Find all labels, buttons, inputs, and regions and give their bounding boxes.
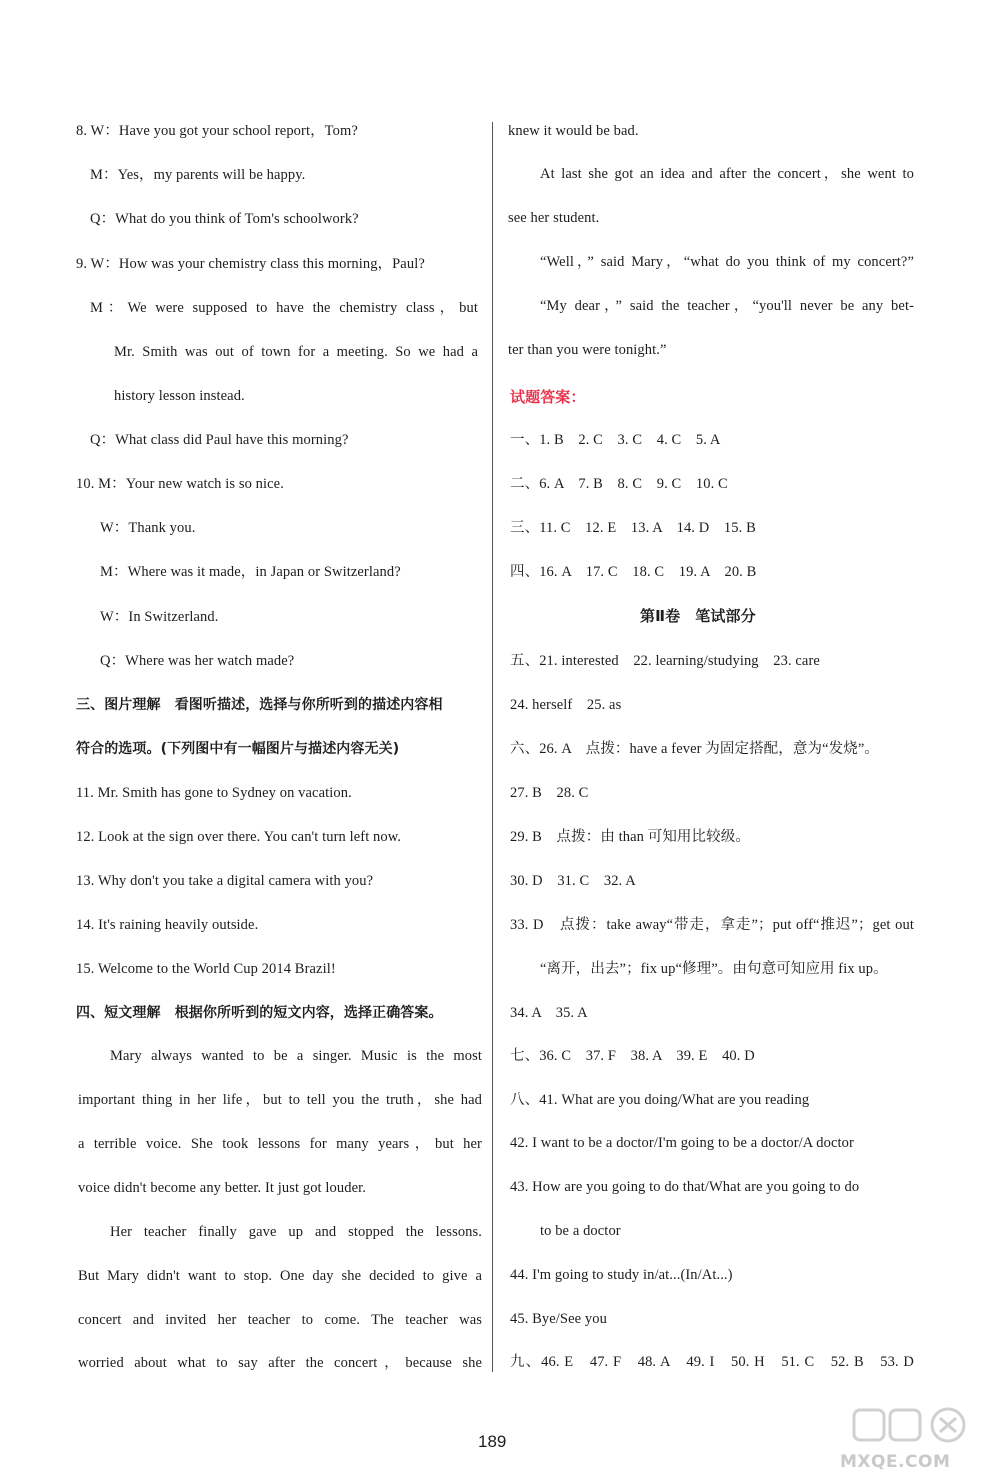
left-line-1: 8. W：Have you got your school report，Tom? <box>76 123 358 139</box>
left-line-29: worried about what to say after the concert，because she <box>78 1355 482 1371</box>
right-line-2: At last she got an idea and after the concert，she went to <box>540 166 914 182</box>
right-line-5: “My dear，” said the teacher，“you'll never be any bet- <box>540 298 914 314</box>
left-line-3: Q：What do you think of Tom's schoolwork? <box>90 211 359 227</box>
right-line-13: 五、21. interested 22. learning/studying 23. care <box>510 653 820 669</box>
right-line-3: see her student. <box>508 210 600 226</box>
right-line-12: 第Ⅱ卷 笔试部分 <box>640 607 756 625</box>
right-line-10: 三、11. C 12. E 13. A 14. D 15. B <box>510 520 756 536</box>
left-line-16: 11. Mr. Smith has gone to Sydney on vacation. <box>76 785 352 801</box>
right-line-15: 六、26. A 点拨：have a fever 为固定搭配，意为“发烧”。 <box>510 741 879 757</box>
left-line-8: Q：What class did Paul have this morning? <box>90 432 349 448</box>
right-line-24: 42. I want to be a doctor/I'm going to be a doctor/A doctor <box>510 1135 854 1151</box>
left-line-15: 符合的选项。(下列图中有一幅图片与描述内容无关) <box>76 741 400 757</box>
right-line-8: 一、1. B 2. C 3. C 4. C 5. A <box>510 432 721 448</box>
right-line-16: 27. B 28. C <box>510 785 589 801</box>
left-line-13: Q：Where was her watch made? <box>100 653 295 669</box>
left-line-4: 9. W：How was your chemistry class this morning，Paul? <box>76 256 425 272</box>
right-line-25: 43. How are you going to do that/What are you going to do <box>510 1179 860 1195</box>
right-line-9: 二、6. A 7. B 8. C 9. C 10. C <box>510 476 728 492</box>
right-line-23: 八、41. What are you doing/What are you reading <box>510 1092 810 1108</box>
right-line-11: 四、16. A 17. C 18. C 19. A 20. B <box>510 564 757 580</box>
right-line-26: to be a doctor <box>540 1223 621 1239</box>
left-line-28: concert and invited her teacher to come. The teacher was <box>78 1312 482 1328</box>
left-line-27: But Mary didn't want to stop. One day she decided to give a <box>78 1268 482 1284</box>
watermark <box>840 1404 990 1474</box>
left-line-25: voice didn't become any better. It just got louder. <box>78 1180 366 1196</box>
right-line-29: 九、46. E 47. F 48. A 49. I 50. H 51. C 52. B 53. D <box>510 1354 914 1370</box>
left-line-26: Her teacher finally gave up and stopped the lessons. <box>110 1224 482 1240</box>
left-line-2: M：Yes，my parents will be happy. <box>90 167 306 183</box>
watermark-logo-icon <box>850 1404 980 1448</box>
left-line-20: 15. Welcome to the World Cup 2014 Brazil! <box>76 961 336 977</box>
right-line-27: 44. I'm going to study in/at...(In/At...) <box>510 1267 733 1283</box>
left-line-10: W：Thank you. <box>100 520 196 536</box>
right-line-7: 试题答案： <box>510 388 586 406</box>
right-line-6: ter than you were tonight.” <box>508 342 667 358</box>
left-line-6: Mr. Smith was out of town for a meeting. So we had a <box>114 344 478 360</box>
right-line-22: 七、36. C 37. F 38. A 39. E 40. D <box>510 1048 755 1064</box>
column-divider <box>492 122 493 1372</box>
left-line-7: history lesson instead. <box>114 388 245 404</box>
left-line-18: 13. Why don't you take a digital camera with you? <box>76 873 374 889</box>
left-line-19: 14. It's raining heavily outside. <box>76 917 259 933</box>
watermark-url: MXQE.COM <box>840 1452 951 1472</box>
right-line-21: 34. A 35. A <box>510 1005 588 1021</box>
right-line-4: “Well，” said Mary，“what do you think of my concert?” <box>540 254 914 270</box>
left-line-24: a terrible voice. She took lessons for many years，but her <box>78 1136 482 1152</box>
right-line-20: “离开，出去”；fix up“修理”。由句意可知应用 fix up。 <box>540 961 888 977</box>
right-line-18: 30. D 31. C 32. A <box>510 873 636 889</box>
left-line-23: important thing in her life，but to tell you the truth，she had <box>78 1092 482 1108</box>
right-line-1: knew it would be bad. <box>508 123 639 139</box>
right-line-28: 45. Bye/See you <box>510 1311 607 1327</box>
left-line-22: Mary always wanted to be a singer. Music is the most <box>110 1048 482 1064</box>
left-line-17: 12. Look at the sign over there. You can't turn left now. <box>76 829 402 845</box>
right-line-14: 24. herself 25. as <box>510 697 622 713</box>
left-line-5: M：We were supposed to have the chemistry class，but <box>90 300 478 316</box>
left-line-14: 三、图片理解 看图听描述，选择与你所听到的描述内容相 <box>76 697 443 713</box>
left-line-21: 四、短文理解 根据你所听到的短文内容，选择正确答案。 <box>76 1005 443 1021</box>
left-line-9: 10. M：Your new watch is so nice. <box>76 476 284 492</box>
right-line-19: 33. D 点拨：take away“带走，拿走”；put off“推迟”；get out <box>510 917 914 933</box>
right-line-17: 29. B 点拨：由 than 可知用比较级。 <box>510 829 750 845</box>
left-line-11: M：Where was it made，in Japan or Switzerland? <box>100 564 401 580</box>
left-line-12: W：In Switzerland. <box>100 609 219 625</box>
page-number: 189 <box>478 1432 507 1451</box>
